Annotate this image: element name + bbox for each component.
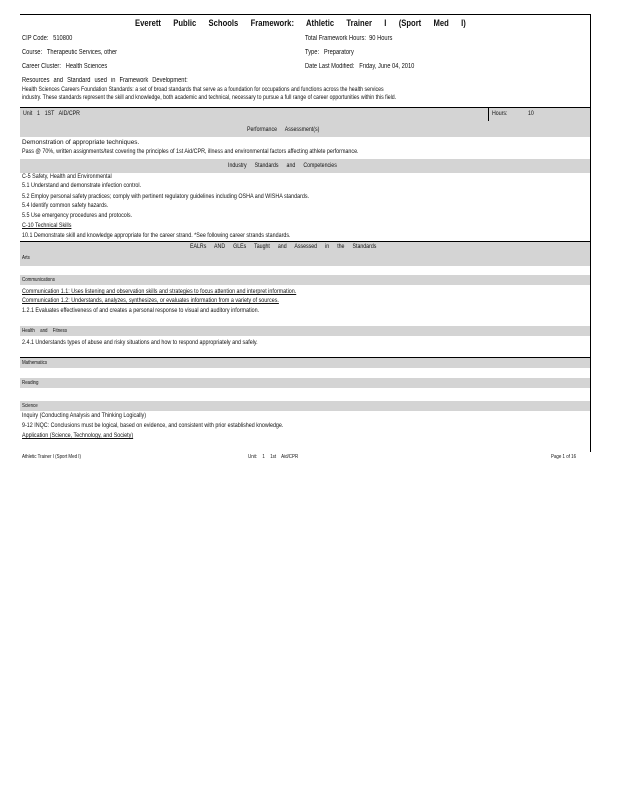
health-band — [20, 326, 590, 336]
footer-left: Athletic Trainer I (Sport Med I) — [22, 454, 81, 460]
reading-band — [20, 378, 590, 388]
communication-1-2-1: 1.2.1 Evaluates effectiveness of and creates a personal response to visual and auditory information. — [22, 307, 260, 314]
industry-item-c5: C-5 Safety, Health and Environmental — [22, 173, 112, 180]
career-cluster-field — [22, 63, 107, 70]
resources-line-1: Health Sciences Careers Foundation Standards: a set of broad standards that serve as a foundation for occupations and functions across the health services — [22, 86, 384, 93]
footer-middle: Unit: 1 1st Aid/CPR — [248, 454, 299, 460]
cip-field — [22, 35, 72, 42]
communications-band — [20, 275, 590, 285]
industry-heading: Industry Standards and Competencies — [228, 162, 337, 169]
career-cluster-label: Career Cluster: — [22, 63, 61, 70]
document-title: Everett Public Schools Framework: Athletic Trainer I (Sport Med I) — [135, 18, 466, 28]
industry-item-c10: C-10 Technical Skills — [22, 222, 72, 229]
cip-label: CIP Code: — [22, 35, 49, 42]
unit-hours-divider — [488, 107, 489, 121]
health-item-2-4-1: 2.4.1 Understands types of abuse and risky situations and how to respond appropriately and safely. — [22, 339, 258, 346]
unit-band-top-line — [20, 107, 590, 108]
science-9-12-inqc: 9-12 INQC: Conclusions must be logical, based on evidence, and consistent with prior established knowledge. — [22, 422, 284, 429]
unit-hours-value: 10 — [528, 110, 534, 117]
performance-line-2: Pass @ 70%, written assignments/test covering the principles of 1st Aid/CPR, illness and environmental factors affecting athlete performance. — [22, 148, 359, 155]
industry-item-10-1: 10.1 Demonstrate skill and knowledge appropriate for the career strand. *See following career strands standards. — [22, 232, 291, 239]
career-cluster-value: Health Sciences — [65, 63, 108, 70]
top-border — [20, 14, 590, 15]
communication-1-1: Communication 1.1: Uses listening and observation skills and strategies to focus attention and interpret information. — [22, 288, 297, 295]
communication-1-2: Communication 1.2: Understands, analyzes, synthesizes, or evaluates information from a variety of sources. — [22, 297, 279, 304]
industry-item-5-1: 5.1 Understand and demonstrate infection control. — [22, 182, 142, 189]
industry-item-5-4: 5.4 Identify common safety hazards. — [22, 202, 109, 209]
unit-hours-label: Hours: — [492, 110, 508, 117]
communications-heading: Communications — [22, 277, 55, 283]
footer-right: Page 1 of 16 — [551, 454, 577, 460]
total-hours-field — [305, 35, 392, 42]
mathematics-band — [20, 358, 590, 368]
science-application: Application (Science, Technology, and Society) — [22, 432, 134, 439]
science-band — [20, 401, 590, 411]
total-hours-value: 90 Hours — [369, 35, 393, 42]
science-inquiry: Inquiry (Conducting Analysis and Thinking Logically) — [22, 412, 147, 419]
right-border — [590, 14, 591, 452]
reading-heading: Reading — [22, 380, 39, 386]
industry-item-5-5: 5.5 Use emergency procedures and protocols. — [22, 212, 133, 219]
last-modified-label: Date Last Modified: — [305, 63, 355, 70]
total-hours-label: Total Framework Hours: — [305, 35, 366, 42]
mathematics-heading: Mathematics — [22, 360, 48, 366]
performance-heading: Performance Assessment(s) — [247, 126, 320, 133]
industry-item-5-2: 5.2 Employ personal safety practices; comply with pertinent regulatory guidelines including OSHA and WISHA standards. — [22, 193, 310, 200]
course-field — [22, 49, 117, 56]
course-value: Therapeutic Services, other — [46, 49, 118, 56]
arts-heading: Arts — [22, 255, 30, 261]
science-heading: Science — [22, 403, 38, 409]
last-modified-value: Friday, June 04, 2010 — [359, 63, 415, 70]
unit-title: Unit 1 1ST AID/CPR — [23, 110, 80, 117]
cip-value: 510800 — [53, 35, 73, 42]
resources-line-2: industry. These standards represent the skill and knowledge, both academic and technical, necessary to pursue a full range of career opportunities within this field. — [22, 94, 397, 101]
health-heading: Health and Fitness — [22, 328, 68, 334]
resources-label: Resources and Standard used in Framework Development: — [22, 77, 188, 84]
course-label: Course: — [22, 49, 43, 56]
ealrs-heading: EALRs AND GLEs Taught and Assessed in the Standards — [190, 243, 377, 250]
performance-line-1: Demonstration of appropriate techniques. — [22, 139, 140, 146]
last-modified-field — [305, 63, 414, 70]
type-field — [305, 49, 354, 56]
type-label: Type: — [305, 49, 320, 56]
type-value: Preparatory — [323, 49, 354, 56]
